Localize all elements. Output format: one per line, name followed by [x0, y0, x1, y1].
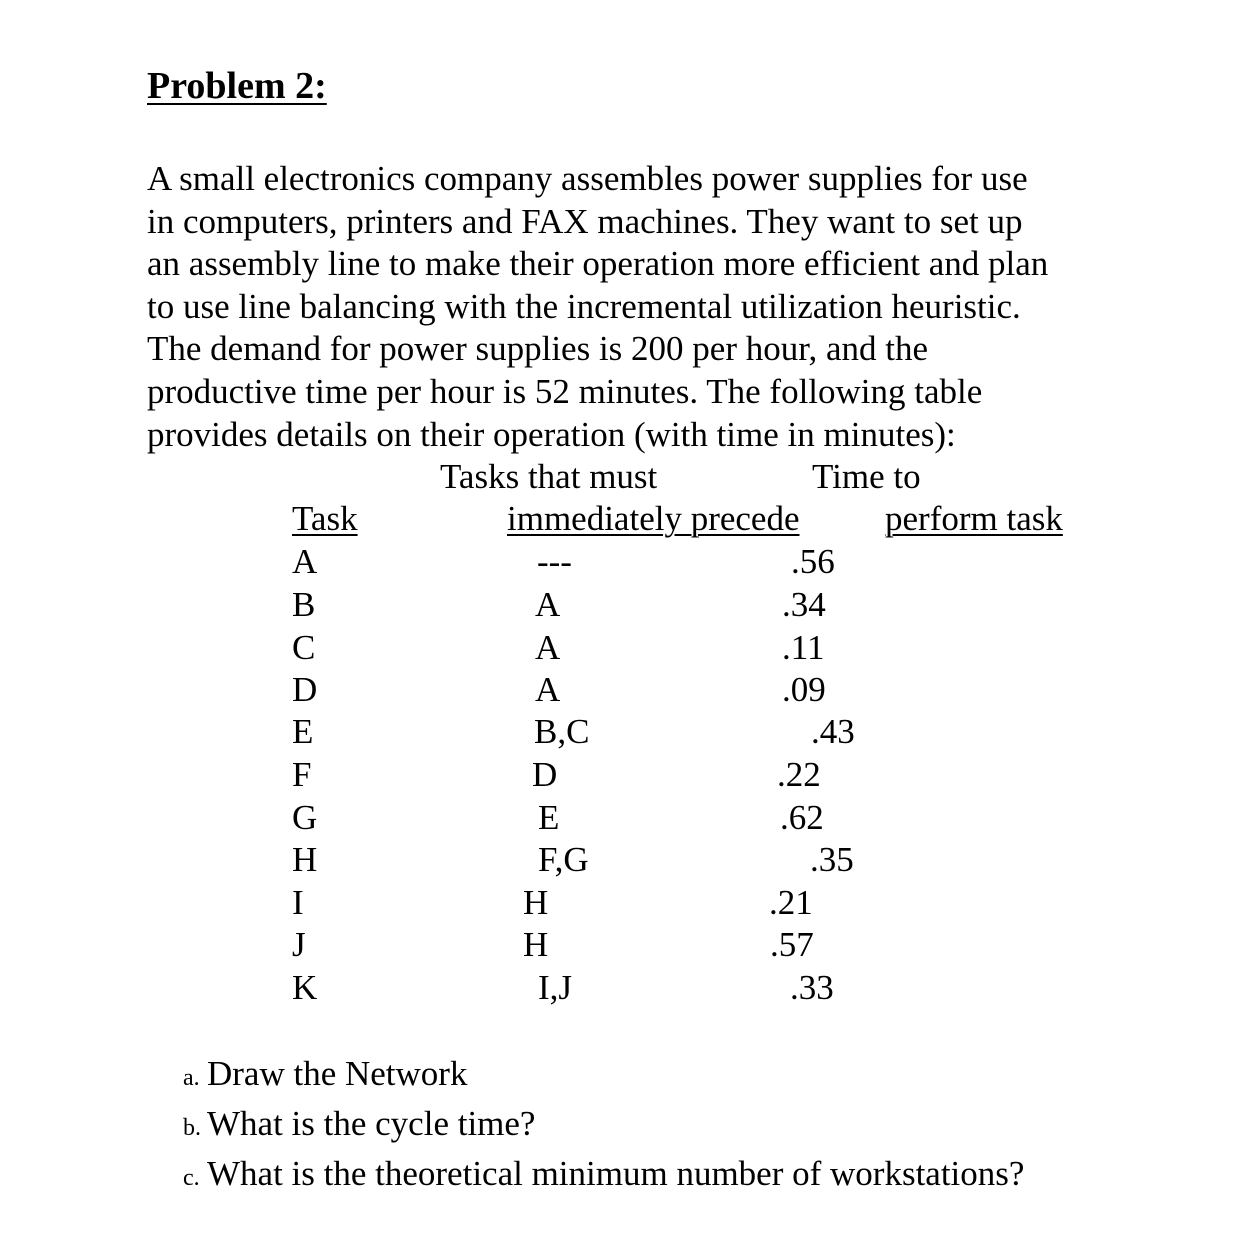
question-item [183, 1102, 1024, 1152]
question-list [183, 1052, 1024, 1202]
predecessor-cell: F,G [538, 840, 589, 879]
task-cell: A [292, 542, 318, 581]
statement-line: The demand for power supplies is 200 per hour, and the [147, 329, 929, 369]
question-letter: c. [183, 1165, 200, 1191]
question-letter: b. [183, 1115, 201, 1141]
task-cell: B [292, 585, 316, 624]
task-cell: D [292, 670, 318, 709]
header-time-top: Time to [812, 457, 921, 496]
question-text: Draw the Network [207, 1054, 468, 1093]
statement-line: A small electronics company assembles power supplies for use [147, 159, 1028, 198]
predecessor-cell: A [535, 628, 561, 667]
time-cell: .22 [777, 755, 821, 794]
statement-line: productive time per hour is 52 minutes. The following table [147, 371, 983, 411]
time-cell: .09 [782, 670, 826, 709]
predecessor-cell: E [538, 798, 560, 837]
time-cell: .35 [810, 840, 854, 879]
header-predecessors: immediately precede [507, 499, 800, 538]
time-cell: .56 [791, 542, 835, 581]
time-cell: .33 [790, 968, 834, 1007]
statement-line: an assembly line to make their operation more efficient and plan [147, 244, 1049, 284]
predecessor-cell: D [532, 755, 558, 794]
statement-line: in computers, printers and FAX machines. They want to set up [147, 201, 1023, 241]
problem-title: Problem 2: [147, 65, 327, 107]
task-cell: H [292, 840, 318, 879]
question-letter: a. [183, 1065, 200, 1091]
time-cell: .43 [811, 712, 855, 751]
question-item [183, 1052, 1024, 1102]
task-cell: K [292, 968, 318, 1007]
question-text: What is the theoretical minimum number of workstations? [207, 1154, 1025, 1193]
predecessor-cell: A [535, 585, 561, 624]
task-cell: F [292, 755, 312, 794]
predecessor-cell: --- [537, 542, 572, 581]
task-cell: J [292, 925, 306, 964]
predecessor-cell: I,J [538, 968, 573, 1007]
task-cell: G [292, 798, 318, 837]
predecessor-cell: H [523, 925, 549, 964]
task-cell: I [292, 883, 304, 922]
predecessor-cell: H [523, 883, 549, 922]
time-cell: .34 [782, 585, 826, 624]
predecessor-cell: B,C [534, 712, 590, 751]
header-task: Task [292, 499, 358, 538]
header-time: perform task [885, 499, 1063, 538]
time-cell: .57 [770, 925, 814, 964]
time-cell: .21 [769, 883, 813, 922]
question-text: What is the cycle time? [207, 1104, 536, 1143]
task-cell: C [292, 628, 316, 667]
predecessor-cell: A [535, 670, 561, 709]
time-cell: .62 [780, 798, 824, 837]
header-predecessors-top: Tasks that must [440, 457, 658, 496]
task-cell: E [292, 712, 314, 751]
problem-statement [147, 158, 1147, 456]
time-cell: .11 [782, 628, 825, 667]
statement-line: provides details on their operation (with time in minutes): [147, 414, 956, 454]
statement-line: to use line balancing with the incremental utilization heuristic. [147, 286, 1021, 326]
question-item [183, 1152, 1024, 1202]
